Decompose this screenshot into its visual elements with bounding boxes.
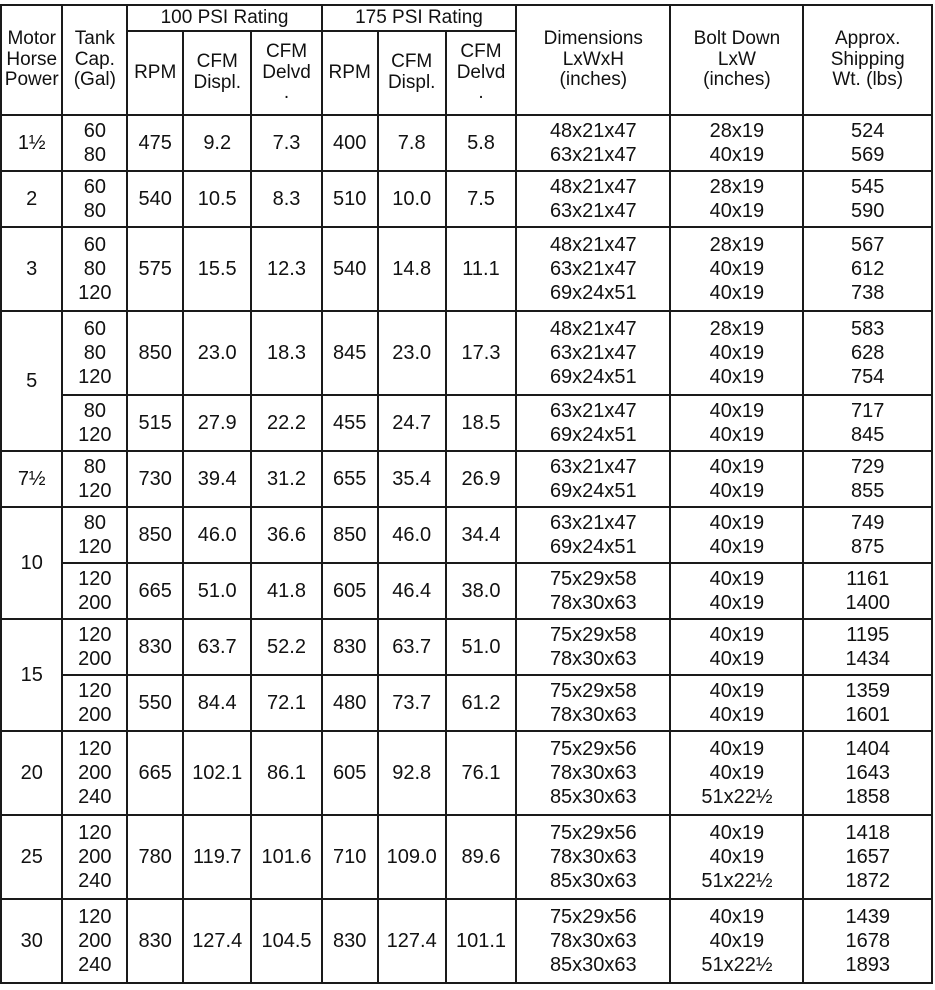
table-row xyxy=(1,311,932,395)
cfm-displ-175-cell: 46.4 xyxy=(378,563,446,619)
dimensions-cell: 75x29x56 78x30x63 85x30x63 xyxy=(516,815,670,899)
motor-hp-cell: 25 xyxy=(1,815,62,899)
rpm-175-cell: 605 xyxy=(322,731,378,815)
rpm-100-cell: 665 xyxy=(127,563,183,619)
rpm-100-cell: 850 xyxy=(127,311,183,395)
cfm-displ-175-cell: 7.8 xyxy=(378,115,446,171)
table-row xyxy=(1,507,932,563)
rpm-100-cell: 665 xyxy=(127,731,183,815)
header-rpm-100: RPM xyxy=(127,31,183,115)
shipping-weight-cell: 545 590 xyxy=(803,171,932,227)
cfm-delvd-100-cell: 12.3 xyxy=(251,227,321,311)
shipping-weight-cell: 1195 1434 xyxy=(803,619,932,675)
cfm-displ-175-cell: 24.7 xyxy=(378,395,446,451)
cfm-displ-100-cell: 102.1 xyxy=(183,731,251,815)
header-tank-capacity: Tank Cap. (Gal) xyxy=(62,5,127,115)
shipping-weight-cell: 567 612 738 xyxy=(803,227,932,311)
cfm-delvd-175-cell: 38.0 xyxy=(446,563,516,619)
shipping-weight-cell: 717 845 xyxy=(803,395,932,451)
rpm-175-cell: 830 xyxy=(322,899,378,983)
header-motor-hp: Motor Horse Power xyxy=(1,5,62,115)
compressor-spec-table xyxy=(0,4,933,984)
dimensions-cell: 75x29x58 78x30x63 xyxy=(516,619,670,675)
cfm-displ-100-cell: 10.5 xyxy=(183,171,251,227)
dimensions-cell: 48x21x47 63x21x47 xyxy=(516,171,670,227)
motor-hp-cell: 5 xyxy=(1,311,62,451)
shipping-weight-cell: 1359 1601 xyxy=(803,675,932,731)
bolt-down-cell: 40x19 40x19 xyxy=(670,619,803,675)
cfm-displ-175-cell: 10.0 xyxy=(378,171,446,227)
cfm-displ-175-cell: 63.7 xyxy=(378,619,446,675)
rpm-175-cell: 710 xyxy=(322,815,378,899)
bolt-down-cell: 28x19 40x19 40x19 xyxy=(670,311,803,395)
motor-hp-cell: 3 xyxy=(1,227,62,311)
tank-cell: 120 200 240 xyxy=(62,815,127,899)
cfm-displ-100-cell: 23.0 xyxy=(183,311,251,395)
cfm-delvd-100-cell: 22.2 xyxy=(251,395,321,451)
table-row xyxy=(1,563,932,619)
shipping-weight-cell: 749 875 xyxy=(803,507,932,563)
motor-hp-cell: 30 xyxy=(1,899,62,983)
bolt-down-cell: 28x19 40x19 xyxy=(670,115,803,171)
motor-hp-cell: 2 xyxy=(1,171,62,227)
rpm-175-cell: 655 xyxy=(322,451,378,507)
table-row xyxy=(1,675,932,731)
cfm-displ-100-cell: 27.9 xyxy=(183,395,251,451)
tank-cell: 60 80 xyxy=(62,115,127,171)
cfm-displ-175-cell: 92.8 xyxy=(378,731,446,815)
rpm-100-cell: 515 xyxy=(127,395,183,451)
motor-hp-cell: 10 xyxy=(1,507,62,619)
cfm-delvd-175-cell: 17.3 xyxy=(446,311,516,395)
rpm-100-cell: 550 xyxy=(127,675,183,731)
bolt-down-cell: 40x19 40x19 51x22½ xyxy=(670,899,803,983)
table-row xyxy=(1,451,932,507)
cfm-delvd-100-cell: 7.3 xyxy=(251,115,321,171)
rpm-175-cell: 845 xyxy=(322,311,378,395)
rpm-175-cell: 605 xyxy=(322,563,378,619)
tank-cell: 80 120 xyxy=(62,395,127,451)
tank-cell: 60 80 120 xyxy=(62,227,127,311)
cfm-displ-100-cell: 84.4 xyxy=(183,675,251,731)
rpm-175-cell: 540 xyxy=(322,227,378,311)
rpm-175-cell: 400 xyxy=(322,115,378,171)
rpm-100-cell: 830 xyxy=(127,899,183,983)
shipping-weight-cell: 1418 1657 1872 xyxy=(803,815,932,899)
cfm-delvd-175-cell: 51.0 xyxy=(446,619,516,675)
bolt-down-cell: 40x19 40x19 51x22½ xyxy=(670,815,803,899)
bolt-down-cell: 40x19 40x19 xyxy=(670,395,803,451)
tank-cell: 60 80 120 xyxy=(62,311,127,395)
table-row xyxy=(1,395,932,451)
table-row xyxy=(1,815,932,899)
dimensions-cell: 63x21x47 69x24x51 xyxy=(516,507,670,563)
shipping-weight-cell: 1404 1643 1858 xyxy=(803,731,932,815)
cfm-delvd-175-cell: 89.6 xyxy=(446,815,516,899)
cfm-delvd-175-cell: 26.9 xyxy=(446,451,516,507)
rpm-100-cell: 780 xyxy=(127,815,183,899)
rpm-100-cell: 830 xyxy=(127,619,183,675)
cfm-delvd-100-cell: 18.3 xyxy=(251,311,321,395)
dimensions-cell: 63x21x47 69x24x51 xyxy=(516,395,670,451)
cfm-displ-175-cell: 127.4 xyxy=(378,899,446,983)
table-row xyxy=(1,227,932,311)
shipping-weight-cell: 583 628 754 xyxy=(803,311,932,395)
dimensions-cell: 75x29x56 78x30x63 85x30x63 xyxy=(516,731,670,815)
header-dimensions: Dimensions LxWxH (inches) xyxy=(516,5,670,115)
header-shipping-weight: Approx. Shipping Wt. (lbs) xyxy=(803,5,932,115)
header-100-psi-rating: 100 PSI Rating xyxy=(127,5,321,31)
cfm-delvd-175-cell: 5.8 xyxy=(446,115,516,171)
cfm-displ-100-cell: 46.0 xyxy=(183,507,251,563)
rpm-100-cell: 475 xyxy=(127,115,183,171)
rpm-175-cell: 455 xyxy=(322,395,378,451)
rpm-175-cell: 510 xyxy=(322,171,378,227)
tank-cell: 120 200 xyxy=(62,619,127,675)
motor-hp-cell: 1½ xyxy=(1,115,62,171)
header-cfm-displ-175: CFM Displ. xyxy=(378,31,446,115)
tank-cell: 120 200 xyxy=(62,563,127,619)
header-cfm-delvd-175: CFM Delvd . xyxy=(446,31,516,115)
rpm-100-cell: 850 xyxy=(127,507,183,563)
bolt-down-cell: 40x19 40x19 xyxy=(670,675,803,731)
shipping-weight-cell: 729 855 xyxy=(803,451,932,507)
cfm-delvd-100-cell: 41.8 xyxy=(251,563,321,619)
cfm-delvd-175-cell: 101.1 xyxy=(446,899,516,983)
cfm-displ-100-cell: 15.5 xyxy=(183,227,251,311)
header-cfm-delvd-100: CFM Delvd . xyxy=(251,31,321,115)
shipping-weight-cell: 524 569 xyxy=(803,115,932,171)
header-rpm-175: RPM xyxy=(322,31,378,115)
cfm-displ-100-cell: 63.7 xyxy=(183,619,251,675)
header-cfm-displ-100: CFM Displ. xyxy=(183,31,251,115)
motor-hp-cell: 20 xyxy=(1,731,62,815)
motor-hp-cell: 7½ xyxy=(1,451,62,507)
cfm-delvd-100-cell: 72.1 xyxy=(251,675,321,731)
tank-cell: 120 200 240 xyxy=(62,899,127,983)
rpm-100-cell: 540 xyxy=(127,171,183,227)
dimensions-cell: 48x21x47 63x21x47 xyxy=(516,115,670,171)
cfm-delvd-100-cell: 101.6 xyxy=(251,815,321,899)
dimensions-cell: 75x29x58 78x30x63 xyxy=(516,675,670,731)
cfm-displ-175-cell: 46.0 xyxy=(378,507,446,563)
cfm-delvd-100-cell: 52.2 xyxy=(251,619,321,675)
cfm-delvd-100-cell: 8.3 xyxy=(251,171,321,227)
dimensions-cell: 48x21x47 63x21x47 69x24x51 xyxy=(516,311,670,395)
bolt-down-cell: 28x19 40x19 40x19 xyxy=(670,227,803,311)
table-row xyxy=(1,731,932,815)
cfm-delvd-100-cell: 86.1 xyxy=(251,731,321,815)
motor-hp-cell: 15 xyxy=(1,619,62,731)
cfm-displ-100-cell: 127.4 xyxy=(183,899,251,983)
shipping-weight-cell: 1161 1400 xyxy=(803,563,932,619)
rpm-100-cell: 575 xyxy=(127,227,183,311)
bolt-down-cell: 40x19 40x19 xyxy=(670,451,803,507)
cfm-delvd-100-cell: 36.6 xyxy=(251,507,321,563)
cfm-displ-100-cell: 51.0 xyxy=(183,563,251,619)
bolt-down-cell: 40x19 40x19 xyxy=(670,507,803,563)
dimensions-cell: 48x21x47 63x21x47 69x24x51 xyxy=(516,227,670,311)
cfm-delvd-100-cell: 104.5 xyxy=(251,899,321,983)
tank-cell: 120 200 240 xyxy=(62,731,127,815)
table-row xyxy=(1,619,932,675)
table-row xyxy=(1,899,932,983)
rpm-100-cell: 730 xyxy=(127,451,183,507)
bolt-down-cell: 40x19 40x19 xyxy=(670,563,803,619)
cfm-displ-175-cell: 23.0 xyxy=(378,311,446,395)
tank-cell: 80 120 xyxy=(62,451,127,507)
header-175-psi-rating: 175 PSI Rating xyxy=(322,5,516,31)
table-row xyxy=(1,171,932,227)
cfm-delvd-175-cell: 76.1 xyxy=(446,731,516,815)
cfm-delvd-175-cell: 11.1 xyxy=(446,227,516,311)
cfm-displ-100-cell: 119.7 xyxy=(183,815,251,899)
table-row xyxy=(1,115,932,171)
cfm-displ-175-cell: 35.4 xyxy=(378,451,446,507)
cfm-displ-100-cell: 9.2 xyxy=(183,115,251,171)
cfm-displ-175-cell: 73.7 xyxy=(378,675,446,731)
dimensions-cell: 75x29x58 78x30x63 xyxy=(516,563,670,619)
dimensions-cell: 75x29x56 78x30x63 85x30x63 xyxy=(516,899,670,983)
shipping-weight-cell: 1439 1678 1893 xyxy=(803,899,932,983)
tank-cell: 120 200 xyxy=(62,675,127,731)
dimensions-cell: 63x21x47 69x24x51 xyxy=(516,451,670,507)
cfm-delvd-100-cell: 31.2 xyxy=(251,451,321,507)
cfm-delvd-175-cell: 18.5 xyxy=(446,395,516,451)
cfm-displ-100-cell: 39.4 xyxy=(183,451,251,507)
cfm-delvd-175-cell: 34.4 xyxy=(446,507,516,563)
cfm-displ-175-cell: 109.0 xyxy=(378,815,446,899)
tank-cell: 80 120 xyxy=(62,507,127,563)
rpm-175-cell: 480 xyxy=(322,675,378,731)
bolt-down-cell: 28x19 40x19 xyxy=(670,171,803,227)
rpm-175-cell: 830 xyxy=(322,619,378,675)
header-bolt-down: Bolt Down LxW (inches) xyxy=(670,5,803,115)
bolt-down-cell: 40x19 40x19 51x22½ xyxy=(670,731,803,815)
cfm-delvd-175-cell: 61.2 xyxy=(446,675,516,731)
cfm-displ-175-cell: 14.8 xyxy=(378,227,446,311)
cfm-delvd-175-cell: 7.5 xyxy=(446,171,516,227)
rpm-175-cell: 850 xyxy=(322,507,378,563)
tank-cell: 60 80 xyxy=(62,171,127,227)
